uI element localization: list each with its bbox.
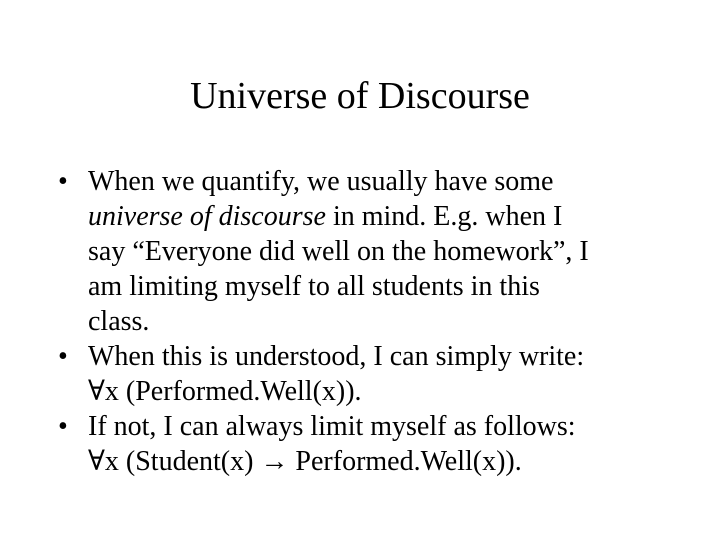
emphasized-term: universe of discourse bbox=[88, 201, 326, 232]
bullet-line bbox=[88, 199, 698, 234]
bullet-line: When this is understood, I can simply write: bbox=[88, 341, 585, 372]
slide-title: Universe of Discourse bbox=[190, 75, 530, 117]
bullet-list bbox=[58, 164, 698, 479]
formula-line: ∀x (Student(x) → Performed.Well(x)). bbox=[88, 446, 522, 477]
bullet-marker: • bbox=[58, 341, 68, 372]
bullet-line-rest: in mind. E.g. when I bbox=[325, 201, 563, 232]
bullet-line: am limiting myself to all students in this bbox=[88, 271, 540, 302]
bullet-line: say “Everyone did well on the homework”, I bbox=[88, 236, 589, 267]
bullet-item bbox=[58, 164, 698, 339]
bullet-marker: • bbox=[58, 411, 68, 442]
formula-line: ∀x (Performed.Well(x)). bbox=[88, 376, 362, 407]
bullet-line: class. bbox=[88, 306, 150, 337]
bullet-line: If not, I can always limit myself as follows: bbox=[88, 411, 576, 442]
bullet-item bbox=[58, 409, 698, 479]
bullet-item bbox=[58, 339, 698, 409]
bullet-marker: • bbox=[58, 166, 68, 197]
bullet-line: When we quantify, we usually have some bbox=[88, 166, 554, 197]
